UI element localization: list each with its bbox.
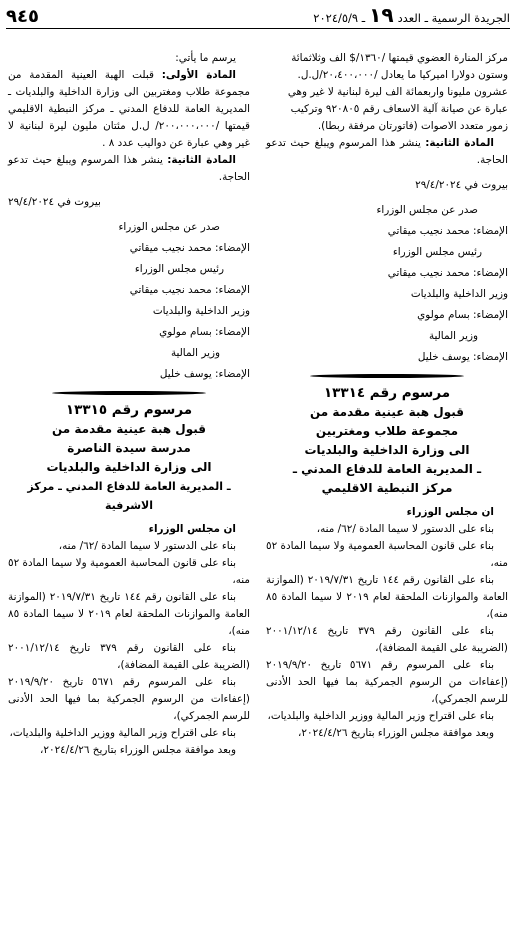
intro-line: عشرون مليونا واربعمائة الف ليرة لبنانية لا غير وهي	[287, 86, 508, 98]
decree-subtitle: الى وزارة الداخلية والبلديات	[304, 443, 470, 457]
consideration: بناء على قانون المحاسبة العمومية ولا سيما المادة ٥٢ منه،	[266, 540, 508, 569]
article-2-label: المادة الثانية:	[425, 137, 494, 149]
page-number: ٩٤٥	[6, 6, 39, 27]
journal-name: الجريدة الرسمية ـ العدد	[397, 11, 510, 25]
intro-line: زمور متعدد الاصوات (فاتورتان مرفقة ربطا).	[317, 120, 508, 132]
decree-subtitle: ـ المديرية العامة للدفاع المدني ـ مركز الاشرفية	[27, 480, 231, 512]
article-2-text: ينشر هذا المرسوم ويبلغ حيث تدعو الحاجة.	[266, 137, 508, 166]
decree-subtitle: مركز النبطية الاقليمي	[321, 481, 453, 495]
issue-number: ١٩	[369, 3, 394, 27]
council-heading: ان مجلس الوزراء	[406, 506, 494, 518]
place-date: بيروت في ٢٩/٤/٢٠٢٤	[8, 196, 101, 208]
signature: الإمضاء: محمد نجيب ميقاتي	[129, 242, 250, 254]
official-title: وزير الداخلية والبلديات	[152, 305, 250, 317]
article-1	[8, 67, 250, 152]
decree-subtitle: ـ المديرية العامة للدفاع المدني ـ	[292, 462, 482, 476]
article-2-label: المادة الثانية:	[167, 154, 236, 166]
journal-issue-line	[313, 5, 510, 28]
decree-subtitle: قبول هبة عينية مقدمة من	[309, 405, 464, 419]
intro-line: يرسم ما يأتي:	[175, 52, 236, 64]
decree-subtitle: مجموعة طلاب ومغتربين	[315, 424, 459, 438]
issued-by: صدر عن مجلس الوزراء	[376, 204, 478, 216]
signature: الإمضاء: بسام مولوي	[159, 326, 250, 338]
issue-date: ـ ٢٠٢٤/٥/٩	[313, 11, 366, 25]
decree-title: مرسوم رقم ١٣٣١٥	[65, 402, 193, 418]
signature: الإمضاء: محمد نجيب ميقاتي	[387, 267, 508, 279]
consideration: بناء على اقتراح وزير المالية ووزير الداخلية والبلديات،	[267, 710, 494, 722]
decree-subtitle: قبول هبة عينية مقدمة من	[51, 422, 206, 436]
decree-subtitle: الى وزارة الداخلية والبلديات	[46, 460, 212, 474]
consideration: بناء على القانون رقم ١٤٤ تاريخ ٢٠١٩/٧/٣١ (الموازنة العامة والموازنات الملحقة لعام ٢٠١٩ لا سيما المادة ٨٥ منه)،	[8, 591, 250, 637]
signature: الإمضاء: يوسف خليل	[159, 368, 250, 380]
consideration: وبعد موافقة مجلس الوزراء بتاريخ ٢٠٢٤/٤/٢٦،	[298, 727, 494, 739]
official-title: وزير الداخلية والبلديات	[410, 288, 508, 300]
intro-line: مركز المنارة العضوي قيمتها /١٣٦٠/$ الف وثلاثمائة	[291, 52, 508, 64]
signature: الإمضاء: يوسف خليل	[417, 351, 508, 363]
section-divider	[310, 374, 465, 378]
article-1-label: المادة الأولى:	[161, 69, 236, 81]
place-date: بيروت في ٢٩/٤/٢٠٢٤	[415, 179, 508, 191]
consideration: بناء على المرسوم رقم ٥٦٧١ تاريخ ٢٠١٩/٩/٢٠ (إعفاءات من الرسوم الجمركية بما فيها الحد الأدنى للرسم الجمركي)،	[8, 676, 250, 722]
decree-subtitle: مدرسة سيدة الناصرة	[67, 441, 191, 455]
section-divider	[52, 391, 207, 395]
consideration: بناء على الدستور لا سيما المادة /٦٢/ منه،	[316, 523, 494, 535]
signature: الإمضاء: محمد نجيب ميقاتي	[387, 225, 508, 237]
signature: الإمضاء: محمد نجيب ميقاتي	[129, 284, 250, 296]
article-1-text: قبلت الهبة العينية المقدمة من مجموعة طلاب ومغتربين الى وزارة الداخلية والبلديات ـ المديرية العامة للدفاع المدني ـ مركز النبطية الاقليمي قيمتها /٢٠٠،٠٠٠،٠٠٠/ ل.ل مئتان مليون ليرة لبنانية لا غير وهي عبارة عن دواليب عدد ٨ .	[8, 69, 250, 149]
consideration: بناء على اقتراح وزير المالية ووزير الداخلية والبلديات،	[9, 727, 236, 739]
consideration: بناء على المرسوم رقم ٥٦٧١ تاريخ ٢٠١٩/٩/٢٠ (إعفاءات من الرسوم الجمركية بما فيها الحد الأدنى للرسم الجمركي)،	[266, 659, 508, 705]
consideration: بناء على الدستور لا سيما المادة /٦٢/ منه،	[58, 540, 236, 552]
page-header	[6, 4, 510, 29]
consideration: بناء على القانون رقم ١٤٤ تاريخ ٢٠١٩/٧/٣١ (الموازنة العامة والموازنات الملحقة لعام ٢٠١٩ لا سيما المادة ٨٥ منه)،	[266, 574, 508, 620]
article-2	[8, 152, 250, 186]
council-heading: ان مجلس الوزراء	[148, 523, 236, 535]
official-title: رئيس مجلس الوزراء	[392, 246, 482, 258]
right-column	[266, 50, 508, 742]
consideration: بناء على قانون المحاسبة العمومية ولا سيما المادة ٥٢ منه،	[8, 557, 250, 586]
left-column	[8, 50, 250, 759]
intro-line: وستون دولارا اميركيا ما يعادل /٢٠،٤٠٠،٠٠٠/ل.ل.	[297, 69, 508, 81]
consideration: وبعد موافقة مجلس الوزراء بتاريخ ٢٠٢٤/٤/٢٦،	[40, 744, 236, 756]
official-title: رئيس مجلس الوزراء	[134, 263, 224, 275]
decree-title: مرسوم رقم ١٣٣١٤	[323, 385, 451, 401]
article-2-text: ينشر هذا المرسوم ويبلغ حيث تدعو الحاجة.	[8, 154, 250, 183]
official-title: وزير المالية	[428, 330, 478, 342]
issued-by: صدر عن مجلس الوزراء	[118, 221, 220, 233]
signature: الإمضاء: بسام مولوي	[417, 309, 508, 321]
official-title: وزير المالية	[170, 347, 220, 359]
article-2	[266, 135, 508, 169]
consideration: بناء على القانون رقم ٣٧٩ تاريخ ٢٠٠١/١٢/١٤ (الضريبة على القيمة المضافة)،	[266, 625, 508, 654]
intro-line: عبارة عن صيانة آلية الاسعاف رقم ٩٢٠٨٠٥ وتركيب	[290, 103, 508, 115]
consideration: بناء على القانون رقم ٣٧٩ تاريخ ٢٠٠١/١٢/١٤ (الضريبة على القيمة المضافة)،	[8, 642, 250, 671]
